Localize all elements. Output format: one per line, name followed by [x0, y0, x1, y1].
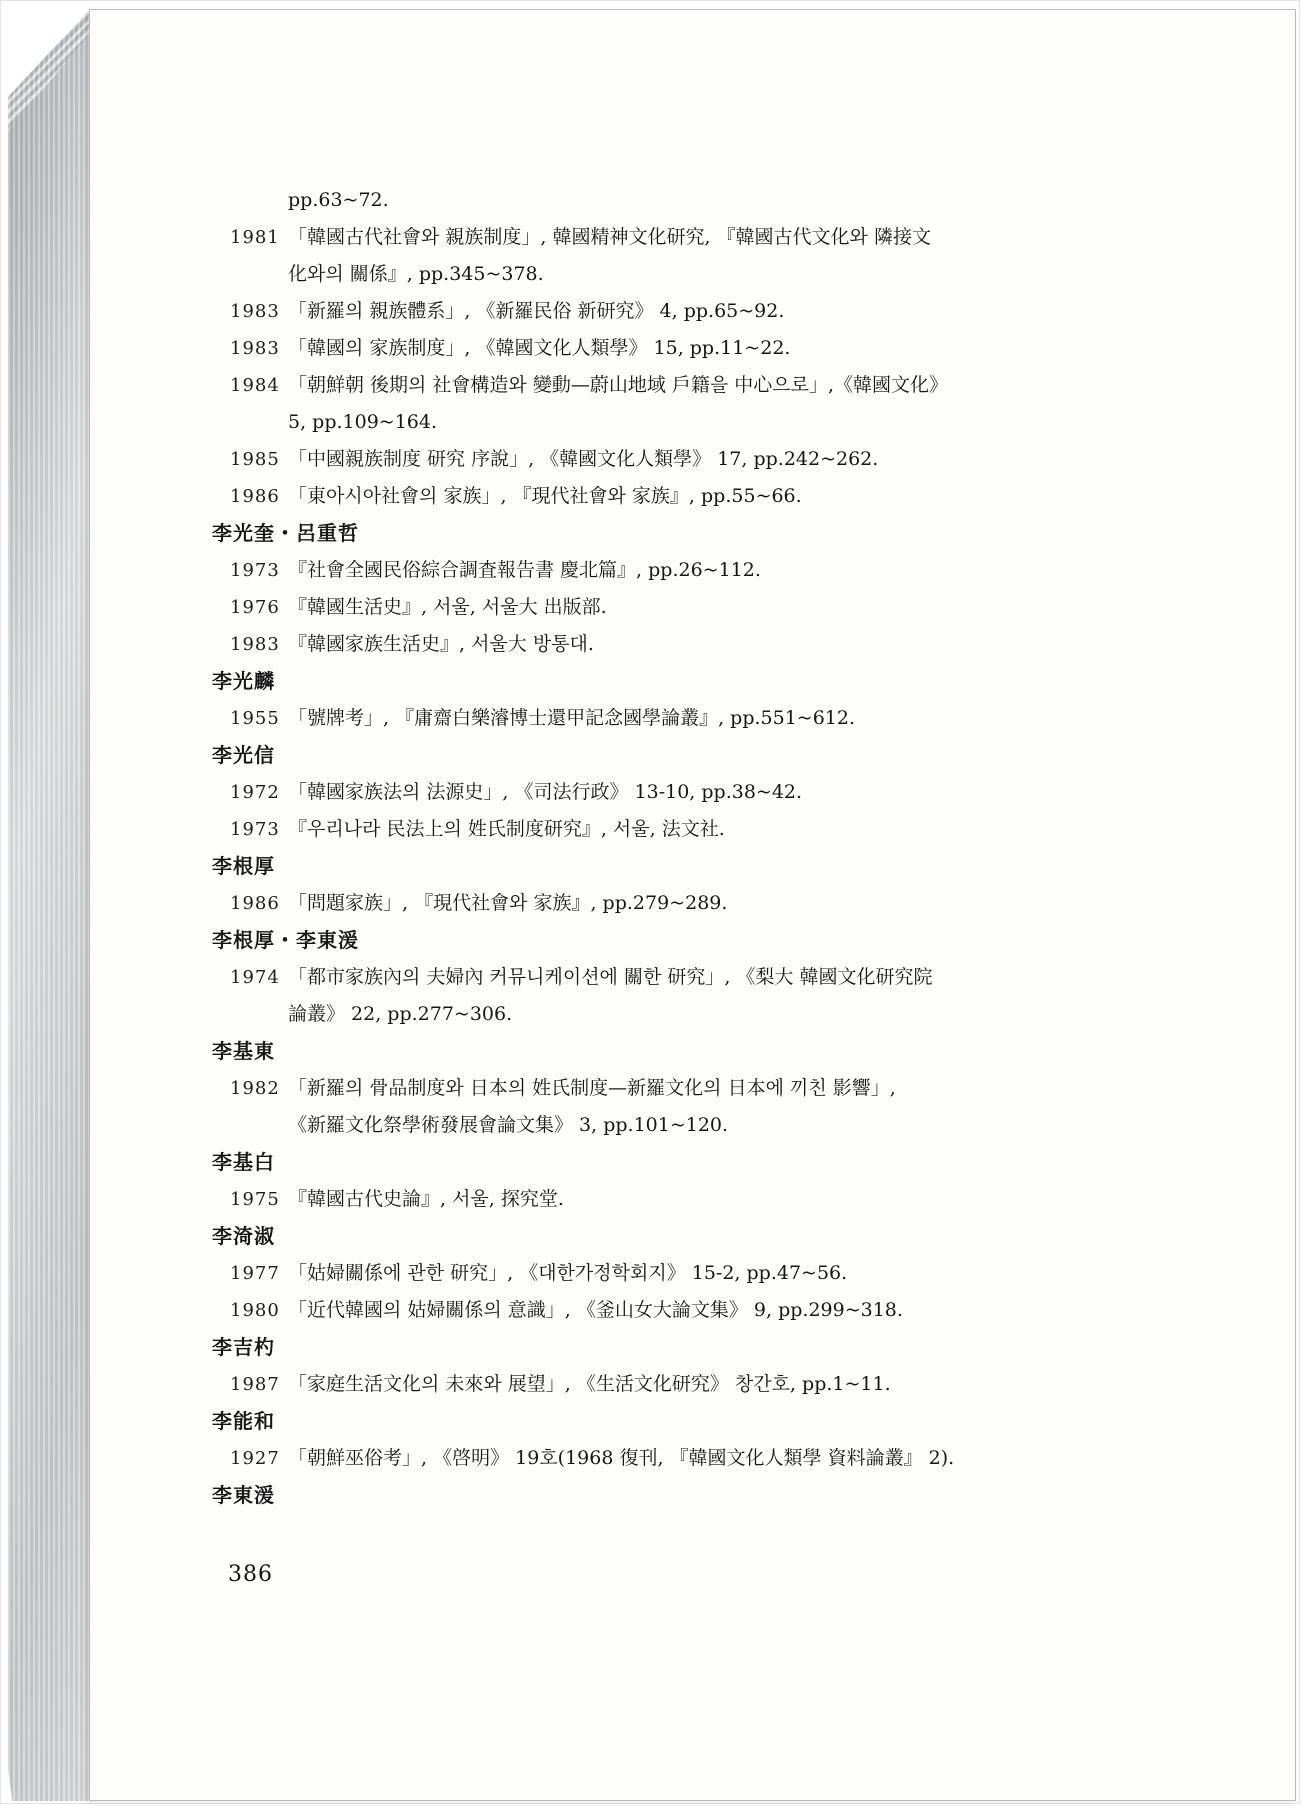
entry-year: 1974: [230, 967, 280, 988]
entry-text: [288, 330, 790, 367]
bib-line: 論叢》 22, pp.277~306.: [288, 1003, 513, 1025]
entry-text: [288, 219, 931, 293]
bib-line: 化와의 關係』, pp.345~378.: [288, 263, 544, 285]
entry-text: [288, 626, 594, 663]
entry-text: [288, 589, 607, 626]
bibliography-list: [212, 182, 1192, 1514]
entry-year: 1973: [230, 819, 280, 840]
entry-text: [288, 1181, 564, 1218]
author-heading: 李渏淑: [212, 1224, 275, 1248]
bib-entry: [212, 1181, 1192, 1218]
bib-line: 「姑婦關係에 관한 研究」, 《대한가정학회지》 15-2, pp.47~56.: [288, 1262, 848, 1284]
entry-text: [288, 1292, 903, 1329]
bib-entry: [212, 885, 1192, 922]
bib-line: 《新羅文化祭學術發展會論文集》 3, pp.101~120.: [288, 1114, 729, 1136]
author-heading: 李吉杓: [212, 1335, 275, 1359]
bib-entry: [212, 1440, 1192, 1477]
bib-entry: [212, 774, 1192, 811]
bib-entry: [212, 330, 1192, 367]
entry-text: [288, 441, 878, 478]
entry-year: 1927: [230, 1448, 280, 1469]
author-heading: 李能和: [212, 1409, 275, 1433]
entry-year: 1986: [230, 486, 280, 507]
entry-year: 1973: [230, 560, 280, 581]
bib-entry: [212, 1366, 1192, 1403]
entry-text: [288, 700, 855, 737]
entry-year: 1985: [230, 449, 280, 470]
entry-text: [288, 959, 932, 1033]
bib-line: 「問題家族」, 『現代社會와 家族』, pp.279~289.: [288, 892, 728, 914]
book-page: [89, 9, 1296, 1801]
entry-year: 1975: [230, 1189, 280, 1210]
entry-text: [288, 552, 761, 589]
entry-year: 1982: [230, 1078, 280, 1099]
book-page-stack-edge: [8, 11, 91, 1801]
entry-year: 1972: [230, 782, 280, 803]
bib-entry: [212, 626, 1192, 663]
author-heading: 李根厚: [212, 854, 275, 878]
entry-year: 1977: [230, 1263, 280, 1284]
bib-line: 「都市家族內의 夫婦內 커뮤니케이션에 關한 研究」, 《梨大 韓國文化研究院: [288, 966, 933, 988]
entry-year: 1981: [230, 227, 280, 248]
bib-entry: [212, 1070, 1192, 1144]
entry-text: [288, 182, 389, 219]
bib-line: 「新羅의 骨品制度와 日本의 姓氏制度—新羅文化의 日本에 끼친 影響」,: [288, 1077, 896, 1099]
bib-line: 『韓國古代史論』, 서울, 探究堂.: [288, 1188, 564, 1210]
entry-year: 1955: [230, 708, 280, 729]
entry-year: 1986: [230, 893, 280, 914]
page-number: 386: [228, 1562, 273, 1587]
entry-year: 1980: [230, 1300, 280, 1321]
entry-year: 1983: [230, 634, 280, 655]
author-heading: 李光奎・呂重哲: [212, 521, 359, 545]
bib-entry: [212, 589, 1192, 626]
author-heading: 李光信: [212, 743, 275, 767]
entry-year: 1983: [230, 338, 280, 359]
entry-text: [288, 293, 784, 330]
entry-text: [288, 1255, 847, 1292]
bib-entry: [212, 478, 1192, 515]
entry-text: [288, 774, 802, 811]
entry-text: [288, 1070, 896, 1144]
bib-line: 「朝鮮朝 後期의 社會構造와 變動—蔚山地域 戶籍을 中心으로」,《韓國文化》: [288, 374, 949, 396]
bib-entry: [212, 441, 1192, 478]
bib-line: 「家庭生活文化의 未來와 展望」, 《生活文化研究》 창간호, pp.1~11.: [288, 1373, 891, 1395]
author-heading: 李根厚・李東湲: [212, 928, 359, 952]
bib-entry: [212, 293, 1192, 330]
bib-entry: [212, 700, 1192, 737]
entry-year: 1983: [230, 301, 280, 322]
author-heading: 李光麟: [212, 669, 275, 693]
bib-line: 「新羅의 親族體系」, 《新羅民俗 新研究》 4, pp.65~92.: [288, 300, 785, 322]
bib-entry: [212, 959, 1192, 1033]
author-heading: 李基東: [212, 1039, 275, 1063]
bib-line: 『韓國生活史』, 서울, 서울大 出版部.: [288, 596, 607, 618]
entry-year: 1987: [230, 1374, 280, 1395]
bib-line: 『우리나라 民法上의 姓氏制度研究』, 서울, 法文社.: [288, 818, 725, 840]
entry-text: [288, 1440, 954, 1477]
bib-line: 「中國親族制度 研究 序說」, 《韓國文化人類學》 17, pp.242~262.: [288, 448, 879, 470]
entry-year: 1984: [230, 375, 280, 396]
bib-entry: [212, 552, 1192, 589]
bib-line: 「韓國古代社會와 親族制度」, 韓國精神文化研究, 『韓國古代文化와 隣接文: [288, 226, 931, 248]
bib-line: pp.63~72.: [288, 189, 389, 211]
bib-entry: [212, 1255, 1192, 1292]
bib-line: 「韓國家族法의 法源史」, 《司法行政》 13-10, pp.38~42.: [288, 781, 803, 803]
bib-entry-continuation: [212, 182, 1192, 219]
bib-line: 「東아시아社會의 家族」, 『現代社會와 家族』, pp.55~66.: [288, 485, 802, 507]
entry-text: [288, 811, 725, 848]
bib-line: 「近代韓國의 姑婦關係의 意識」, 《釜山女大論文集》 9, pp.299~318.: [288, 1299, 903, 1321]
bib-line: 『社會全國民俗綜合調査報告書 慶北篇』, pp.26~112.: [288, 559, 761, 581]
entry-text: [288, 885, 727, 922]
author-heading: 李東湲: [212, 1483, 275, 1507]
bib-entry: [212, 811, 1192, 848]
entry-text: [288, 1366, 891, 1403]
bib-entry: [212, 219, 1192, 293]
bib-line: 『韓國家族生活史』, 서울大 방통대.: [288, 633, 594, 655]
entry-text: [288, 367, 948, 441]
bib-entry: [212, 1292, 1192, 1329]
bib-line: 「朝鮮巫俗考」, 《啓明》 19호(1968 復刊, 『韓國文化人類學 資料論叢』 2).: [288, 1447, 955, 1469]
bib-line: 「號牌考」, 『庸齋白樂濬博士還甲記念國學論叢』, pp.551~612.: [288, 707, 856, 729]
bib-line: 「韓國의 家族制度」, 《韓國文化人類學》 15, pp.11~22.: [288, 337, 791, 359]
author-heading: 李基白: [212, 1150, 275, 1174]
entry-text: [288, 478, 802, 515]
bib-entry: [212, 367, 1192, 441]
entry-year: 1976: [230, 597, 280, 618]
bib-line: 5, pp.109~164.: [288, 411, 438, 433]
